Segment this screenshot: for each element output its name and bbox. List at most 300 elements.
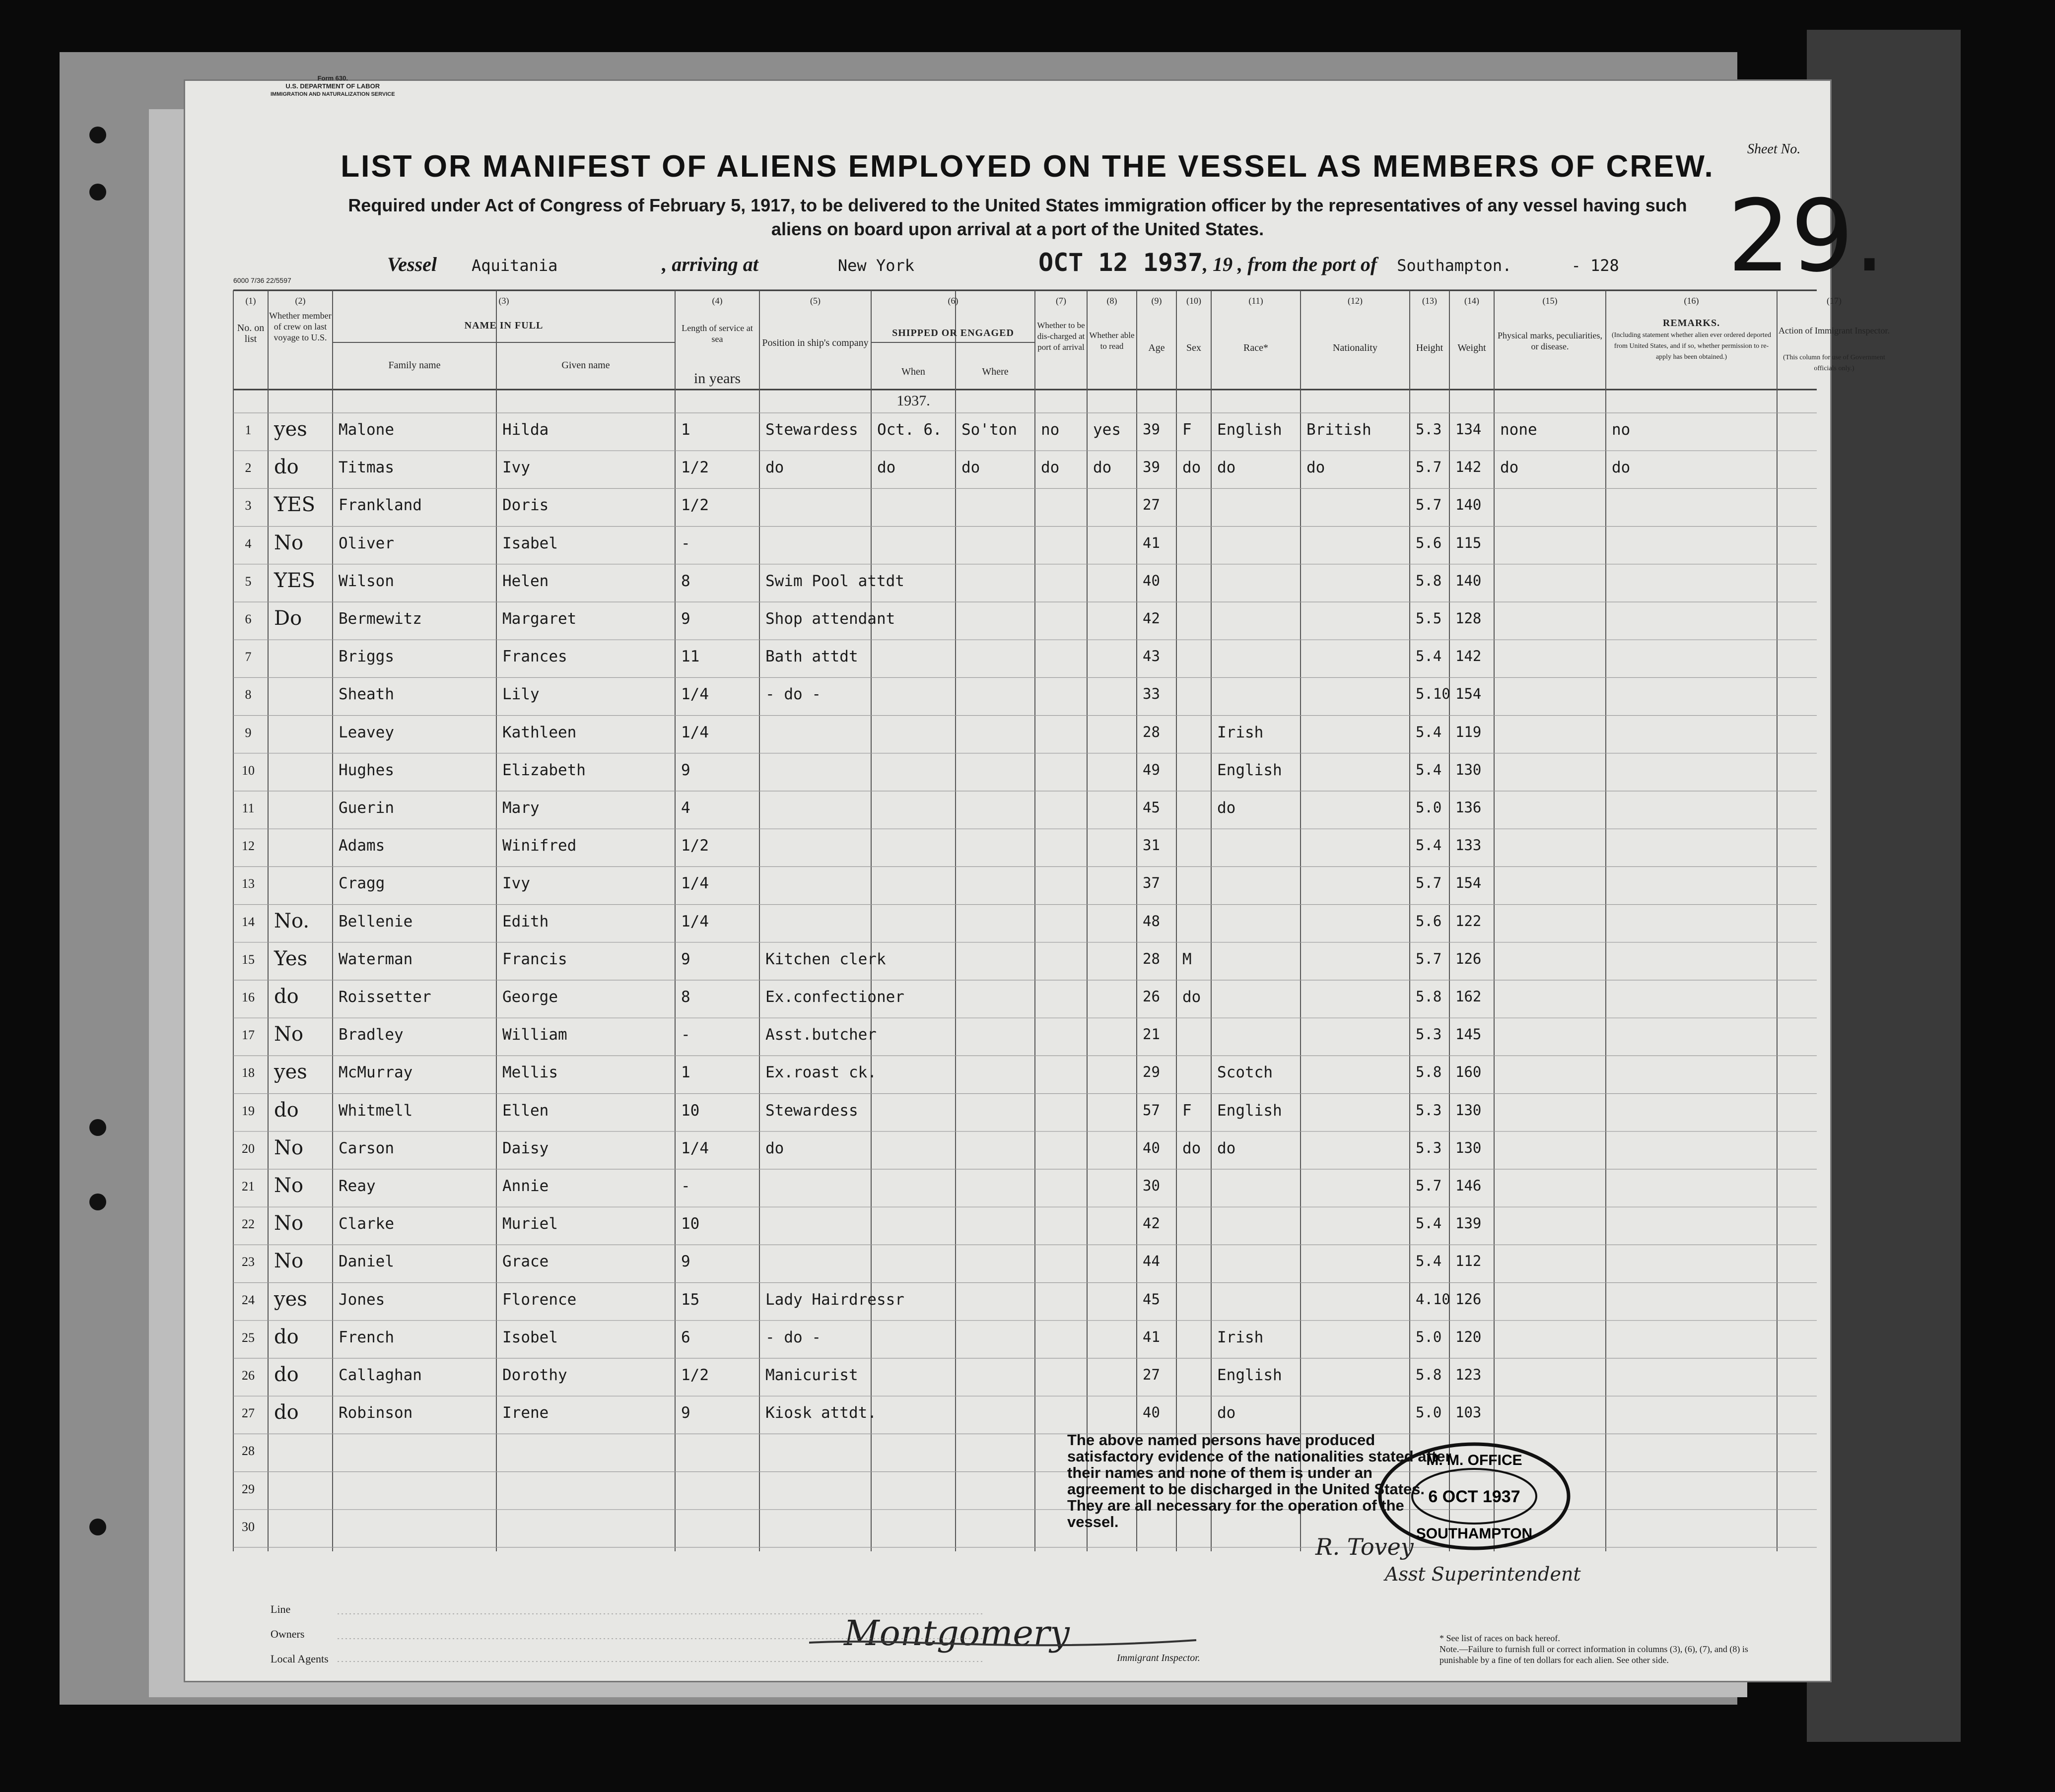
cell-service: 1/4: [681, 912, 709, 930]
cell-height: 4.10: [1416, 1290, 1450, 1308]
cell-race: do: [1217, 459, 1236, 477]
cell-no: 24: [242, 1292, 255, 1307]
cell-sex: M: [1182, 950, 1192, 968]
column-number: (15): [1542, 296, 1558, 306]
cell-age: 49: [1143, 761, 1160, 778]
cell-no: 10: [242, 763, 255, 778]
inspector-label: Immigrant Inspector.: [1117, 1653, 1200, 1663]
column-number: (17): [1827, 296, 1842, 306]
cell-prev: No: [274, 1023, 304, 1046]
cell-no: 25: [242, 1330, 255, 1345]
cell-weight: 162: [1455, 988, 1482, 1005]
form-number: Form 630.: [317, 74, 348, 82]
cell-no: 5: [245, 574, 252, 589]
cell-weight: 142: [1455, 648, 1482, 665]
cell-service: 8: [681, 988, 690, 1006]
cell-given: Elizabeth: [502, 761, 586, 779]
binder-hole: [89, 1194, 106, 1210]
cell-no: 28: [242, 1444, 255, 1459]
cell-service: 15: [681, 1290, 700, 1309]
cell-given: Mellis: [502, 1063, 558, 1082]
cell-position: Swim Pool attdt: [765, 572, 904, 590]
cell-age: 39: [1143, 421, 1160, 438]
cell-family: Hughes: [339, 761, 394, 779]
cell-sex: do: [1182, 988, 1201, 1006]
cell-position: Ex.roast ck.: [765, 1063, 877, 1082]
cell-no: 14: [242, 914, 255, 929]
header-when: When: [901, 366, 925, 377]
cell-family: French: [339, 1328, 394, 1346]
cell-no: 26: [242, 1368, 255, 1383]
cell-age: 41: [1143, 534, 1160, 551]
cell-height: 5.3: [1416, 1101, 1442, 1119]
cell-weight: 128: [1455, 610, 1482, 627]
cell-family: Waterman: [339, 950, 413, 968]
line-label: Line: [271, 1603, 291, 1615]
cell-weight: 130: [1455, 1139, 1482, 1156]
cell-no: 23: [242, 1255, 255, 1269]
page-subtitle: Required under Act of Congress of February 5, 1917, to be delivered to the United States immigration officer by the representatives of any vessel having such aliens on board upon arrival at a port of the United States.: [348, 195, 1687, 239]
cell-height: 5.0: [1416, 1328, 1442, 1345]
cell-height: 5.8: [1416, 1366, 1442, 1383]
cell-position: do: [765, 459, 784, 477]
cell-height: 5.3: [1416, 1026, 1442, 1043]
cell-prev: Do: [274, 607, 302, 630]
cell-no: 18: [242, 1065, 255, 1080]
cell-no: 4: [245, 536, 252, 551]
cell-no: 16: [242, 990, 255, 1004]
cell-family: Bermewitz: [339, 610, 422, 628]
cell-age: 27: [1143, 1366, 1160, 1383]
header-action: Action of Immigrant Inspector.: [1779, 326, 1890, 335]
cell-prev: YES: [274, 493, 316, 517]
cell-age: 44: [1143, 1253, 1160, 1270]
cell-height: 5.5: [1416, 610, 1442, 627]
cell-where: do: [961, 459, 980, 477]
cell-given: Frances: [502, 648, 567, 666]
cell-physical: none: [1500, 421, 1537, 439]
cell-when: do: [877, 459, 896, 477]
owners-label: Owners: [271, 1628, 305, 1640]
cell-family: Reay: [339, 1177, 376, 1195]
header-remarks-note: (Including statement whether alien ever ordered deported from United States, and if so, whether permission to re-apply has been obtained.): [1611, 332, 1772, 361]
cell-service: 1/4: [681, 874, 709, 893]
cell-no: 30: [242, 1519, 255, 1534]
cell-height: 5.7: [1416, 950, 1442, 967]
cell-service: 10: [681, 1215, 700, 1233]
header-length-service: Length of service at sea: [682, 323, 753, 344]
cell-prev: yes: [274, 1287, 307, 1311]
cell-prev: yes: [274, 418, 307, 441]
department: U.S. DEPARTMENT OF LABOR: [285, 82, 380, 90]
cell-service: 1: [681, 421, 690, 439]
cell-position: Lady Hairdressr: [765, 1290, 904, 1309]
arrival-date-stamp: OCT 12 1937: [1038, 248, 1203, 277]
column-number: (4): [712, 296, 723, 306]
cell-prev: do: [274, 456, 299, 479]
cell-family: McMurray: [339, 1063, 413, 1082]
cell-race: English: [1217, 761, 1282, 779]
cell-nationality: British: [1306, 421, 1371, 439]
stamp-top-text: M. M. OFFICE: [1426, 1452, 1522, 1468]
cell-family: Leavey: [339, 723, 394, 741]
cell-height: 5.4: [1416, 648, 1442, 665]
cell-weight: 133: [1455, 837, 1482, 854]
cell-height: 5.4: [1416, 1215, 1442, 1232]
cell-family: Wilson: [339, 572, 394, 590]
cell-age: 40: [1143, 1404, 1160, 1421]
cell-age: 40: [1143, 572, 1160, 589]
cell-given: Daisy: [502, 1139, 549, 1157]
cell-no: 8: [245, 687, 252, 702]
column-number: (3): [498, 296, 509, 306]
cell-race: do: [1217, 1139, 1236, 1157]
master-title: Asst Superintendent: [1385, 1563, 1581, 1585]
cell-service: 11: [681, 648, 700, 666]
header-race: Race*: [1243, 342, 1268, 353]
cell-prev: do: [274, 1325, 299, 1348]
cell-race: do: [1217, 1404, 1236, 1422]
cell-prev: do: [274, 985, 299, 1008]
cell-age: 28: [1143, 950, 1160, 967]
cell-remarks: do: [1612, 459, 1631, 477]
cell-no: 27: [242, 1406, 255, 1421]
cell-sex: F: [1182, 421, 1192, 439]
cell-family: Daniel: [339, 1253, 394, 1271]
cell-age: 42: [1143, 1215, 1160, 1232]
cell-given: Hilda: [502, 421, 549, 439]
cell-service: 9: [681, 761, 690, 779]
header-position: Position in ship's company: [762, 337, 869, 348]
cell-prev: No: [274, 1250, 304, 1273]
cell-weight: 154: [1455, 874, 1482, 892]
cell-prev: yes: [274, 1061, 307, 1084]
cell-service: 1/4: [681, 1139, 709, 1157]
cell-weight: 145: [1455, 1026, 1482, 1043]
cell-race: English: [1217, 421, 1282, 439]
header-no-on-list: No. on list: [237, 323, 265, 344]
cell-height: 5.3: [1416, 1139, 1442, 1156]
column-number: (8): [1106, 296, 1117, 306]
cell-no: 12: [242, 839, 255, 854]
column-number: (7): [1056, 296, 1066, 306]
cell-sex: F: [1182, 1101, 1192, 1120]
cell-weight: 123: [1455, 1366, 1482, 1383]
cell-given: Ivy: [502, 459, 530, 477]
cell-given: Helen: [502, 572, 549, 590]
cell-family: Sheath: [339, 685, 394, 704]
cell-height: 5.10: [1416, 685, 1450, 703]
header-shipped-engaged: SHIPPED OR ENGAGED: [892, 328, 1014, 338]
cell-position: Asst.butcher: [765, 1026, 877, 1044]
cell-position: Manicurist: [765, 1366, 858, 1384]
binder-hole: [89, 1519, 106, 1535]
cell-family: Frankland: [339, 496, 422, 515]
cell-race: Irish: [1217, 1328, 1264, 1346]
cell-age: 45: [1143, 799, 1160, 816]
cell-age: 39: [1143, 459, 1160, 476]
column-number: (2): [295, 296, 306, 306]
cell-race: Scotch: [1217, 1063, 1273, 1082]
cell-height: 5.8: [1416, 988, 1442, 1005]
cell-weight: 140: [1455, 496, 1482, 514]
cell-race: Irish: [1217, 723, 1264, 741]
cell-nationality: do: [1306, 459, 1325, 477]
service-name: IMMIGRATION AND NATURALIZATION SERVICE: [271, 91, 395, 97]
cell-race: do: [1217, 799, 1236, 817]
cell-service: 9: [681, 1253, 690, 1271]
cell-service: 1/2: [681, 837, 709, 855]
cell-race: English: [1217, 1366, 1282, 1384]
cell-family: Oliver: [339, 534, 394, 552]
footnote: [1439, 1633, 1767, 1665]
cell-sex: do: [1182, 459, 1201, 477]
cell-no: 7: [245, 650, 252, 664]
header-physical-marks: Physical marks, peculiarities, or disease.: [1498, 331, 1602, 351]
cell-height: 5.7: [1416, 496, 1442, 514]
cell-prev: YES: [274, 569, 316, 592]
cell-family: Callaghan: [339, 1366, 422, 1384]
local-agents-label: Local Agents: [271, 1653, 329, 1665]
cell-weight: 139: [1455, 1215, 1482, 1232]
cell-given: Ivy: [502, 874, 530, 893]
cell-weight: 146: [1455, 1177, 1482, 1194]
cell-service: 9: [681, 950, 690, 968]
cell-service: 1/4: [681, 685, 709, 704]
column-number: (10): [1186, 296, 1201, 306]
cell-family: Titmas: [339, 459, 394, 477]
cell-weight: 120: [1455, 1328, 1482, 1345]
cell-age: 26: [1143, 988, 1160, 1005]
cell-no: 11: [242, 801, 255, 815]
cell-given: Ellen: [502, 1101, 549, 1120]
cell-weight: 154: [1455, 685, 1482, 703]
header-given-name: Given name: [561, 360, 610, 371]
cell-no: 6: [245, 612, 252, 626]
cell-weight: 103: [1455, 1404, 1482, 1421]
cell-given: Dorothy: [502, 1366, 567, 1384]
vessel-line: [387, 248, 1619, 277]
cell-height: 5.4: [1416, 1253, 1442, 1270]
cell-service: 4: [681, 799, 690, 817]
cell-prev: No: [274, 1136, 304, 1159]
cell-prev: No.: [274, 909, 310, 932]
print-code: 6000 7/36 22/5597: [233, 276, 291, 284]
column-number: (12): [1348, 296, 1363, 306]
cell-no: 17: [242, 1028, 255, 1043]
cell-physical: do: [1500, 459, 1519, 477]
cell-weight: 142: [1455, 459, 1482, 476]
cell-position: Kiosk attdt.: [765, 1404, 877, 1422]
binder-hole: [89, 127, 106, 143]
cell-given: William: [502, 1026, 567, 1044]
column-number: (5): [810, 296, 821, 306]
cell-height: 5.7: [1416, 1177, 1442, 1194]
footnote-races: * See list of races on back hereof.: [1439, 1633, 1560, 1643]
cell-no: 20: [242, 1141, 255, 1156]
cell-height: 5.8: [1416, 572, 1442, 589]
cell-given: Isabel: [502, 534, 558, 552]
header-in-years: in years: [693, 370, 741, 387]
cell-position: Stewardess: [765, 1101, 858, 1120]
cell-position: Stewardess: [765, 421, 858, 439]
header-action-note: (This column for use of Government officials only.): [1783, 354, 1885, 372]
cell-remarks: no: [1612, 421, 1631, 439]
cell-weight: 160: [1455, 1063, 1482, 1081]
cell-position: do: [765, 1139, 784, 1157]
cell-weight: 115: [1455, 534, 1482, 551]
cell-family: Malone: [339, 421, 394, 439]
cell-weight: 130: [1455, 1101, 1482, 1119]
cell-service: 8: [681, 572, 690, 590]
cell-family: Cragg: [339, 874, 385, 893]
cell-age: 31: [1143, 837, 1160, 854]
header-weight: Weight: [1457, 342, 1486, 353]
cell-position: - do -: [765, 1328, 821, 1346]
cell-family: Guerin: [339, 799, 394, 817]
cell-height: 5.6: [1416, 912, 1442, 929]
cell-family: Jones: [339, 1290, 385, 1309]
cell-given: Margaret: [502, 610, 577, 628]
column-number: (6): [948, 296, 959, 306]
cell-when: Oct. 6.: [877, 421, 942, 439]
cell-height: 5.6: [1416, 534, 1442, 551]
cell-given: Irene: [502, 1404, 549, 1422]
cell-position: Ex.confectioner: [765, 988, 904, 1006]
year-1937: 1937.: [896, 393, 930, 409]
cell-height: 5.7: [1416, 459, 1442, 476]
cell-no: 29: [242, 1481, 255, 1496]
cell-prev: do: [274, 1401, 299, 1424]
cell-service: -: [681, 1177, 690, 1195]
header-where: Where: [982, 366, 1009, 377]
cell-height: 5.4: [1416, 837, 1442, 854]
cell-weight: 112: [1455, 1253, 1482, 1270]
sheet-number-handwritten: 29.: [1727, 179, 1886, 294]
certification-text: The above named persons have produced satisfactory evidence of the nationalities stated after their names and none of them is under an agreement to be discharged in the United States. They are all necessary for the operation of the vessel.: [1067, 1431, 1451, 1530]
cell-position: Kitchen clerk: [765, 950, 886, 968]
column-number: (9): [1151, 296, 1162, 306]
cell-no: 3: [245, 498, 252, 513]
cell-family: Roissetter: [339, 988, 431, 1006]
vessel-name: Aquitania: [472, 256, 558, 275]
cell-weight: 126: [1455, 950, 1482, 967]
cell-prev: Yes: [274, 947, 308, 970]
cell-position: - do -: [765, 685, 821, 704]
column-number: (13): [1422, 296, 1437, 306]
cell-weight: 136: [1455, 799, 1482, 816]
cell-height: 5.0: [1416, 1404, 1442, 1421]
from-port-label: , from the port of: [1237, 253, 1377, 275]
column-number: (1): [245, 296, 256, 306]
cell-given: Grace: [502, 1253, 549, 1271]
cell-where: So'ton: [961, 421, 1017, 439]
cell-family: Whitmell: [339, 1101, 413, 1120]
cell-no: 22: [242, 1217, 255, 1232]
cell-age: 57: [1143, 1101, 1160, 1119]
cell-prev: No: [274, 1174, 304, 1197]
stamp-date: 6 OCT 1937: [1428, 1487, 1520, 1506]
cell-age: 43: [1143, 648, 1160, 665]
cell-no: 1: [245, 423, 252, 437]
cell-sex: do: [1182, 1139, 1201, 1157]
header-discharged: Whether to be dis-charged at port of arrival: [1037, 321, 1085, 352]
cell-service: 6: [681, 1328, 690, 1346]
list-number: - 128: [1571, 256, 1619, 275]
cell-prev: No: [274, 1212, 304, 1235]
cell-family: Bradley: [339, 1026, 404, 1044]
cell-no: 9: [245, 725, 252, 740]
arriving-port: New York: [837, 256, 914, 275]
cell-age: 41: [1143, 1328, 1160, 1345]
cell-given: Edith: [502, 912, 549, 930]
cell-age: 45: [1143, 1290, 1160, 1308]
cell-height: 5.4: [1416, 761, 1442, 778]
cell-given: Muriel: [502, 1215, 558, 1233]
cell-given: Isobel: [502, 1328, 558, 1346]
cell-prev: No: [274, 531, 304, 554]
cell-height: 5.0: [1416, 799, 1442, 816]
cell-read: yes: [1093, 421, 1121, 439]
form-number-block: [271, 74, 395, 98]
header-remarks: REMARKS.: [1662, 318, 1720, 329]
vessel-label: Vessel: [387, 253, 437, 275]
cell-age: 27: [1143, 496, 1160, 514]
cell-given: Winifred: [502, 837, 577, 855]
column-number: (14): [1464, 296, 1479, 306]
cell-age: 28: [1143, 723, 1160, 740]
cell-family: Briggs: [339, 648, 394, 666]
cell-given: Francis: [502, 950, 567, 968]
cell-service: 1/2: [681, 459, 709, 477]
header-able-to-read: Whether able to read: [1089, 331, 1135, 351]
column-number: (11): [1248, 296, 1263, 306]
cell-race: English: [1217, 1101, 1282, 1120]
cell-height: 5.4: [1416, 723, 1442, 740]
year-label: , 19: [1203, 253, 1233, 275]
header-nationality: Nationality: [1333, 342, 1377, 353]
master-signature: R. Tovey: [1315, 1533, 1414, 1560]
cell-no: 21: [242, 1179, 255, 1194]
column-number: (16): [1684, 296, 1699, 306]
cell-service: 1/4: [681, 723, 709, 741]
cell-discharged: do: [1041, 459, 1060, 477]
cell-given: Doris: [502, 496, 549, 515]
cell-given: Annie: [502, 1177, 549, 1195]
bottom-rule-lines: [338, 1608, 983, 1662]
cell-service: -: [681, 1026, 690, 1044]
cell-family: Clarke: [339, 1215, 394, 1233]
cell-no: 2: [245, 461, 252, 475]
cell-given: George: [502, 988, 558, 1006]
cell-weight: 119: [1455, 723, 1482, 740]
footnote-note: Note.—Failure to furnish full or correct information in columns (3), (6), (7), and (8) is punishable by a fine of ten dollars for each alien. See other side.: [1439, 1644, 1748, 1665]
cell-given: Lily: [502, 685, 540, 704]
binder-hole: [89, 1119, 106, 1136]
cell-age: 37: [1143, 874, 1160, 892]
cell-age: 21: [1143, 1026, 1160, 1043]
cell-height: 5.8: [1416, 1063, 1442, 1081]
cell-age: 48: [1143, 912, 1160, 929]
cell-age: 42: [1143, 610, 1160, 627]
cell-height: 5.7: [1416, 874, 1442, 892]
cell-service: 1/2: [681, 496, 709, 515]
cell-prev: do: [274, 1363, 299, 1386]
sheet-no-label: Sheet No.: [1747, 141, 1801, 157]
arriving-label: , arriving at: [662, 253, 758, 275]
cell-service: 10: [681, 1101, 700, 1120]
cell-service: 1: [681, 1063, 690, 1082]
